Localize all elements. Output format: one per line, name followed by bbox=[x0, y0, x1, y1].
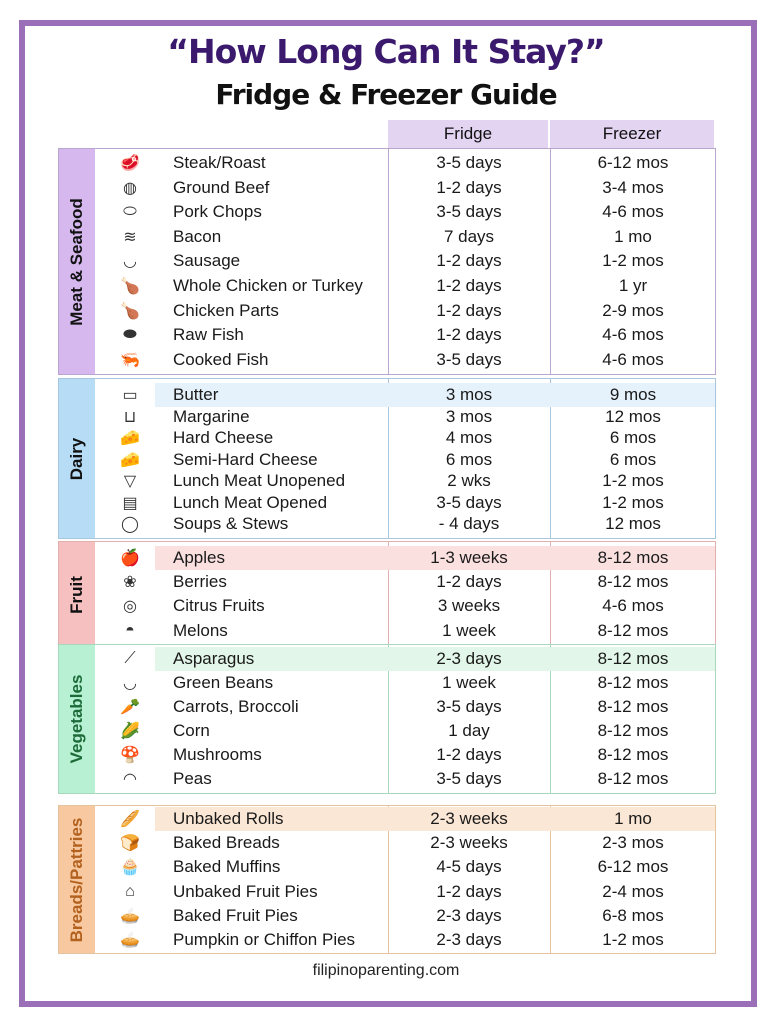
page-title: “How Long Can It Stay?” bbox=[167, 32, 605, 71]
raw-fish-icon: ⬬ bbox=[123, 326, 137, 344]
cup-icon: ▽ bbox=[123, 473, 137, 490]
table-row bbox=[95, 807, 715, 831]
freezer-duration: 6-12 mos bbox=[597, 153, 669, 172]
freezer-duration: 1 mo bbox=[614, 226, 652, 246]
column-header-fridge: Fridge bbox=[388, 120, 548, 148]
sausage-icon: ◡ bbox=[123, 253, 137, 271]
fridge-duration: 2-3 days bbox=[436, 930, 502, 949]
food-name: Unbaked Rolls bbox=[173, 809, 284, 828]
section-meat-seafood bbox=[58, 148, 716, 375]
fridge-duration: 1-2 days bbox=[436, 251, 502, 271]
freezer-duration: 6 mos bbox=[609, 449, 657, 469]
fridge-duration: 6 mos bbox=[445, 449, 493, 469]
corn-icon: 🌽 bbox=[120, 723, 140, 740]
muffin-icon: 🧁 bbox=[120, 859, 140, 877]
freezer-duration: 3-4 mos bbox=[602, 177, 664, 197]
table-row bbox=[95, 695, 715, 719]
freezer-duration: 1-2 mos bbox=[602, 930, 664, 949]
footer-site: filipinoparenting.com bbox=[312, 962, 460, 979]
margarine-tub-icon: ⊔ bbox=[123, 408, 137, 426]
melon-slice-icon: ◓ bbox=[125, 621, 135, 639]
food-name: Soups & Stews bbox=[173, 514, 289, 533]
freezer-duration: 4-6 mos bbox=[602, 349, 664, 369]
food-name: Lunch Meat Opened bbox=[173, 492, 328, 512]
fridge-duration: 1 day bbox=[448, 721, 490, 740]
table-row bbox=[95, 348, 715, 372]
freezer-duration: 2-9 mos bbox=[602, 300, 664, 320]
table-row bbox=[95, 469, 715, 493]
table-row bbox=[95, 426, 715, 450]
table-row bbox=[95, 904, 715, 928]
freezer-duration: 9 mos bbox=[609, 385, 657, 404]
food-name: Mushrooms bbox=[173, 745, 262, 764]
hard-cheese-icon: 🧀 bbox=[120, 430, 140, 447]
fridge-duration: 3 mos bbox=[445, 406, 493, 426]
table-row bbox=[95, 225, 715, 249]
fridge-duration: 2-3 days bbox=[436, 649, 502, 668]
food-name: Pork Chops bbox=[173, 202, 262, 222]
category-band bbox=[59, 542, 95, 647]
bread-roll-icon: 🥖 bbox=[120, 811, 140, 828]
freezer-duration: 6 mos bbox=[609, 428, 657, 447]
chiffon-pie-icon: 🥧 bbox=[120, 932, 140, 949]
food-name: Lunch Meat Unopened bbox=[173, 471, 346, 490]
food-name: Raw Fish bbox=[173, 325, 244, 345]
fridge-duration: 2-3 days bbox=[436, 905, 502, 925]
freezer-duration: 8-12 mos bbox=[597, 548, 669, 567]
table-row bbox=[95, 249, 715, 273]
asparagus-icon: ⟋ bbox=[124, 650, 136, 667]
food-name: Ground Beef bbox=[173, 177, 270, 197]
table-row bbox=[95, 491, 715, 515]
table-row bbox=[95, 546, 715, 570]
berries-icon: ❀ bbox=[123, 574, 137, 592]
whole-chicken-icon: 🍗 bbox=[120, 278, 140, 295]
table-row bbox=[95, 647, 715, 671]
freezer-duration: 8-12 mos bbox=[597, 649, 669, 668]
category-band bbox=[59, 149, 95, 374]
bacon-icon: ≋ bbox=[123, 228, 137, 246]
fridge-duration: 3-5 days bbox=[436, 697, 502, 716]
freezer-duration: 12 mos bbox=[605, 514, 661, 533]
bread-loaf-icon: 🍞 bbox=[120, 835, 140, 853]
table-row bbox=[95, 880, 715, 904]
table-row bbox=[95, 743, 715, 767]
table-row bbox=[95, 594, 715, 618]
food-name: Corn bbox=[173, 721, 210, 740]
fridge-duration: 3-5 days bbox=[436, 492, 502, 512]
table-row bbox=[95, 719, 715, 743]
fridge-duration: 3-5 days bbox=[436, 153, 502, 172]
fridge-duration: 3-5 days bbox=[436, 349, 502, 369]
freezer-duration: 4-6 mos bbox=[602, 202, 664, 222]
fridge-duration: 4-5 days bbox=[436, 857, 502, 877]
category-label: Breads/Pattries bbox=[67, 817, 86, 942]
freezer-duration: 6-8 mos bbox=[602, 905, 664, 925]
fridge-duration: 4 mos bbox=[445, 428, 493, 447]
food-name: Cooked Fish bbox=[173, 349, 269, 369]
fridge-duration: 1-2 days bbox=[436, 276, 502, 295]
food-name: Chicken Parts bbox=[173, 300, 279, 320]
fridge-duration: 1-2 days bbox=[436, 325, 502, 345]
freezer-duration: 8-12 mos bbox=[597, 697, 669, 716]
fridge-duration: 1-2 days bbox=[436, 881, 502, 901]
category-band bbox=[59, 645, 95, 793]
mushroom-icon: 🍄 bbox=[120, 747, 140, 764]
category-band bbox=[59, 806, 95, 953]
freezer-duration: 1-2 mos bbox=[602, 251, 664, 271]
freezer-duration: 6-12 mos bbox=[597, 857, 669, 877]
freezer-duration: 1 yr bbox=[618, 276, 648, 295]
freezer-duration: 8-12 mos bbox=[597, 721, 669, 740]
section-breads-pattries bbox=[58, 805, 716, 954]
fridge-duration: 1-2 days bbox=[436, 300, 502, 320]
food-name: Whole Chicken or Turkey bbox=[173, 276, 363, 295]
table-row bbox=[95, 200, 715, 224]
peas-pod-icon: ◠ bbox=[123, 771, 137, 788]
freezer-duration: 1 mo bbox=[614, 809, 652, 828]
freezer-duration: 8-12 mos bbox=[597, 769, 669, 788]
food-name: Asparagus bbox=[173, 649, 255, 668]
fridge-duration: 3-5 days bbox=[436, 769, 502, 788]
fridge-duration: 3 weeks bbox=[437, 596, 501, 616]
carrot-icon: 🥕 bbox=[120, 699, 140, 716]
fridge-duration: 2-3 weeks bbox=[430, 833, 508, 853]
table-row bbox=[95, 176, 715, 200]
category-label: Vegetables bbox=[67, 674, 86, 764]
food-name: Semi-Hard Cheese bbox=[173, 449, 318, 469]
table-row bbox=[95, 928, 715, 952]
unbaked-pie-icon: ⌂ bbox=[125, 882, 135, 900]
ground-beef-icon: ◍ bbox=[123, 179, 137, 197]
fridge-duration: 1 week bbox=[442, 673, 496, 692]
table-row bbox=[95, 671, 715, 695]
food-name: Pumpkin or Chiffon Pies bbox=[173, 930, 356, 949]
table-row bbox=[95, 855, 715, 879]
table-row bbox=[95, 448, 715, 472]
apple-icon: 🍎 bbox=[120, 550, 140, 567]
food-name: Unbaked Fruit Pies bbox=[173, 881, 318, 901]
fridge-duration: 1-3 weeks bbox=[430, 548, 508, 567]
freezer-duration: 4-6 mos bbox=[602, 596, 664, 616]
fridge-duration: - 4 days bbox=[438, 514, 500, 533]
food-name: Margarine bbox=[173, 406, 250, 426]
section-vegetables bbox=[58, 644, 716, 794]
pie-icon: 🥧 bbox=[120, 907, 140, 925]
table-row bbox=[95, 767, 715, 791]
freezer-duration: 8-12 mos bbox=[597, 745, 669, 764]
food-name: Bacon bbox=[173, 226, 222, 246]
drop-icon: ◯ bbox=[121, 516, 139, 533]
food-name: Peas bbox=[173, 769, 212, 788]
steak-icon: 🥩 bbox=[120, 155, 140, 172]
food-name: Baked Muffins bbox=[173, 857, 281, 877]
table-row bbox=[95, 274, 715, 298]
fridge-duration: 1-2 days bbox=[436, 745, 502, 764]
fridge-duration: 1 week bbox=[442, 620, 496, 640]
pork-chop-icon: ⬭ bbox=[123, 203, 137, 221]
fridge-duration: 3 mos bbox=[445, 385, 493, 404]
fridge-duration: 1-2 days bbox=[436, 572, 502, 592]
freezer-duration: 8-12 mos bbox=[597, 620, 669, 640]
category-label: Fruit bbox=[67, 575, 86, 614]
category-band bbox=[59, 379, 95, 538]
page-subtitle: Fridge & Freezer Guide bbox=[215, 78, 557, 111]
food-name: Berries bbox=[173, 572, 227, 592]
fridge-duration: 3-5 days bbox=[436, 202, 502, 222]
food-name: Butter bbox=[173, 385, 219, 404]
food-name: Citrus Fruits bbox=[173, 596, 265, 616]
food-name: Sausage bbox=[173, 251, 241, 271]
table-row bbox=[95, 299, 715, 323]
table-row bbox=[95, 323, 715, 347]
food-name: Melons bbox=[173, 620, 228, 640]
section-dairy bbox=[58, 378, 716, 539]
food-name: Apples bbox=[173, 548, 225, 567]
freezer-duration: 12 mos bbox=[605, 406, 661, 426]
freezer-duration: 2-3 mos bbox=[602, 833, 664, 853]
fridge-duration: 2-3 weeks bbox=[430, 809, 508, 828]
section-fruit bbox=[58, 541, 716, 648]
column-header-freezer: Freezer bbox=[550, 120, 714, 148]
freezer-duration: 1-2 mos bbox=[602, 471, 664, 490]
freezer-duration: 8-12 mos bbox=[597, 673, 669, 692]
freezer-duration: 1-2 mos bbox=[602, 492, 664, 512]
category-label: Dairy bbox=[67, 437, 86, 480]
food-name: Baked Breads bbox=[173, 833, 280, 853]
table-row bbox=[95, 619, 715, 643]
fridge-duration: 7 days bbox=[443, 226, 495, 246]
chicken-leg-icon: 🍗 bbox=[120, 302, 140, 320]
lunch-meat-icon: ▤ bbox=[122, 494, 138, 512]
fridge-duration: 2 wks bbox=[447, 471, 491, 490]
table-row bbox=[95, 831, 715, 855]
food-name: Green Beans bbox=[173, 673, 274, 692]
freezer-duration: 8-12 mos bbox=[597, 572, 669, 592]
food-name: Carrots, Broccoli bbox=[173, 697, 299, 716]
food-name: Hard Cheese bbox=[173, 428, 274, 447]
food-name: Baked Fruit Pies bbox=[173, 905, 298, 925]
table-row bbox=[95, 151, 715, 175]
shrimp-icon: 🦐 bbox=[120, 351, 140, 369]
freezer-duration: 4-6 mos bbox=[602, 325, 664, 345]
green-beans-icon: ◡ bbox=[123, 675, 137, 692]
table-row bbox=[95, 570, 715, 594]
semi-hard-cheese-icon: 🧀 bbox=[120, 451, 140, 469]
table-row bbox=[95, 383, 715, 407]
citrus-icon: ◎ bbox=[123, 598, 137, 616]
freezer-duration: 2-4 mos bbox=[602, 881, 664, 901]
butter-icon: ▭ bbox=[122, 387, 138, 404]
food-name: Steak/Roast bbox=[173, 153, 266, 172]
table-row bbox=[95, 405, 715, 429]
category-label: Meat & Seafood bbox=[67, 197, 86, 326]
table-row bbox=[95, 512, 715, 536]
fridge-duration: 1-2 days bbox=[436, 177, 502, 197]
